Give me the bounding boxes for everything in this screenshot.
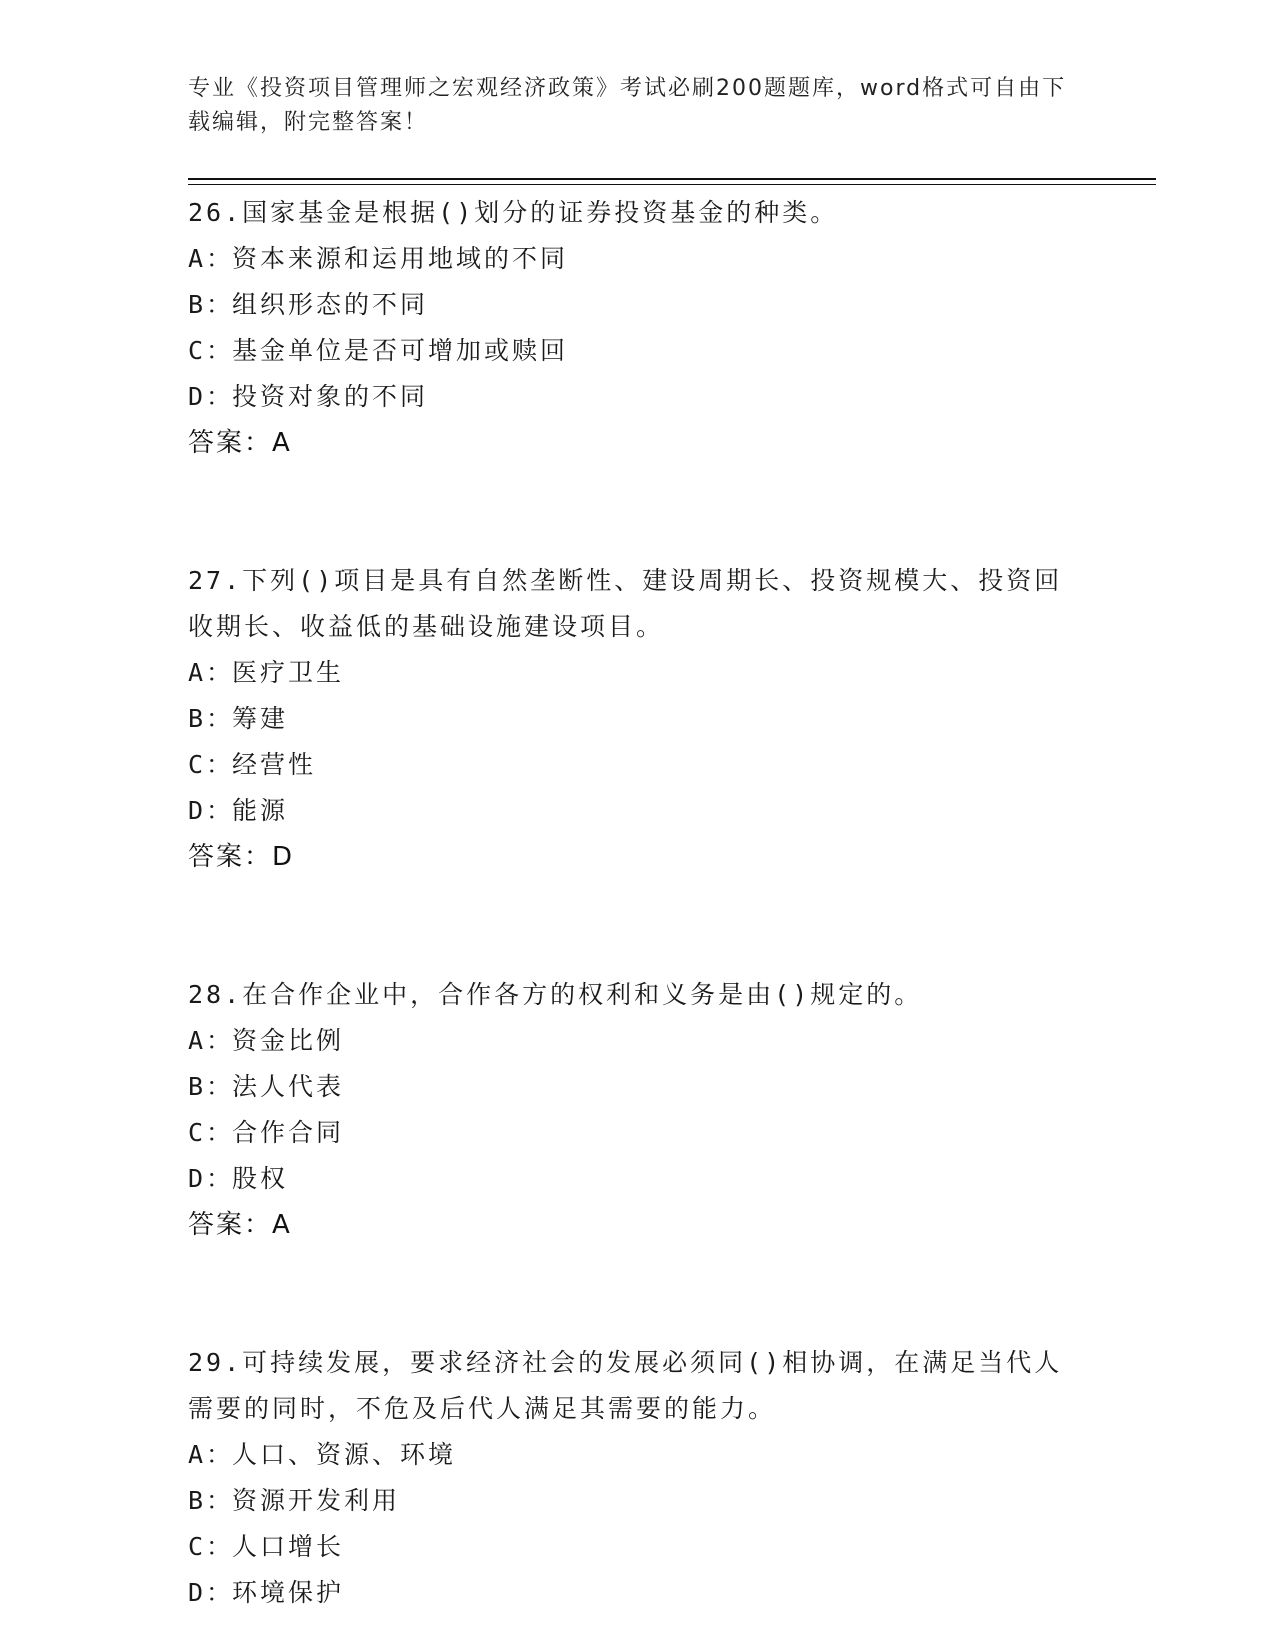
option-a (188, 650, 1088, 696)
answer-line: 答案：D (188, 842, 295, 872)
option-text: 投资对象的不同 (232, 382, 429, 411)
question-27 (188, 558, 1088, 880)
option-letter: C： (188, 1532, 235, 1561)
option-d (188, 788, 1088, 834)
option-a (188, 236, 1088, 282)
option-letter: C： (188, 750, 235, 779)
option-text: 人口、资源、环境 (232, 1440, 457, 1469)
option-text: 股权 (232, 1164, 289, 1193)
option-d (188, 1570, 1088, 1616)
question-text: 29.可持续发展，要求经济社会的发展必须同()相协调，在满足当代人需要的同时，不危及后代人满足其需要的能力。 (188, 1348, 1063, 1423)
option-text: 环境保护 (232, 1578, 345, 1607)
option-letter: A： (188, 658, 235, 687)
option-text: 基金单位是否可增加或赎回 (232, 336, 569, 365)
option-c (188, 328, 1088, 374)
question-text: 26.国家基金是根据()划分的证券投资基金的种类。 (188, 198, 839, 227)
question-28 (188, 972, 1088, 1248)
option-text: 法人代表 (232, 1072, 345, 1101)
option-letter: D： (188, 1164, 235, 1193)
option-letter: C： (188, 336, 235, 365)
option-text: 资本来源和运用地域的不同 (232, 244, 569, 273)
option-letter: C： (188, 1118, 235, 1147)
option-c (188, 1110, 1088, 1156)
option-text: 合作合同 (232, 1118, 345, 1147)
option-letter: A： (188, 244, 235, 273)
option-b (188, 696, 1088, 742)
option-b (188, 282, 1088, 328)
option-letter: B： (188, 1072, 235, 1101)
option-letter: B： (188, 290, 235, 319)
option-letter: D： (188, 1578, 235, 1607)
question-text: 27.下列()项目是具有自然垄断性、建设周期长、投资规模大、投资回收期长、收益低的基础设施建设项目。 (188, 566, 1063, 641)
option-text: 经营性 (232, 750, 317, 779)
option-a (188, 1018, 1088, 1064)
option-letter: A： (188, 1026, 235, 1055)
header-rule-thick (188, 178, 1156, 180)
option-text: 医疗卫生 (232, 658, 345, 687)
option-letter: D： (188, 382, 235, 411)
option-text: 组织形态的不同 (232, 290, 429, 319)
header-rule-thin (188, 184, 1156, 185)
answer-line: 答案：A (188, 1210, 292, 1240)
option-text: 资源开发利用 (232, 1486, 401, 1515)
question-26 (188, 190, 1088, 466)
option-text: 筹建 (232, 704, 289, 733)
option-b (188, 1478, 1088, 1524)
option-text: 能源 (232, 796, 289, 825)
option-text: 资金比例 (232, 1026, 345, 1055)
document-header: 专业《投资项目管理师之宏观经济政策》考试必刷200题题库，word格式可自由下载编辑，附完整答案！ (188, 76, 1067, 135)
option-letter: D： (188, 796, 235, 825)
question-list (188, 190, 1088, 1616)
question-spacer (188, 1248, 1088, 1340)
question-text: 28.在合作企业中，合作各方的权利和义务是由()规定的。 (188, 980, 923, 1009)
option-letter: A： (188, 1440, 235, 1469)
option-letter: B： (188, 704, 235, 733)
option-c (188, 1524, 1088, 1570)
question-spacer (188, 466, 1088, 558)
option-c (188, 742, 1088, 788)
option-d (188, 1156, 1088, 1202)
question-spacer (188, 880, 1088, 972)
answer-line: 答案：A (188, 428, 292, 458)
option-d (188, 374, 1088, 420)
option-b (188, 1064, 1088, 1110)
option-text: 人口增长 (232, 1532, 345, 1561)
question-29 (188, 1340, 1088, 1616)
option-letter: B： (188, 1486, 235, 1515)
option-a (188, 1432, 1088, 1478)
